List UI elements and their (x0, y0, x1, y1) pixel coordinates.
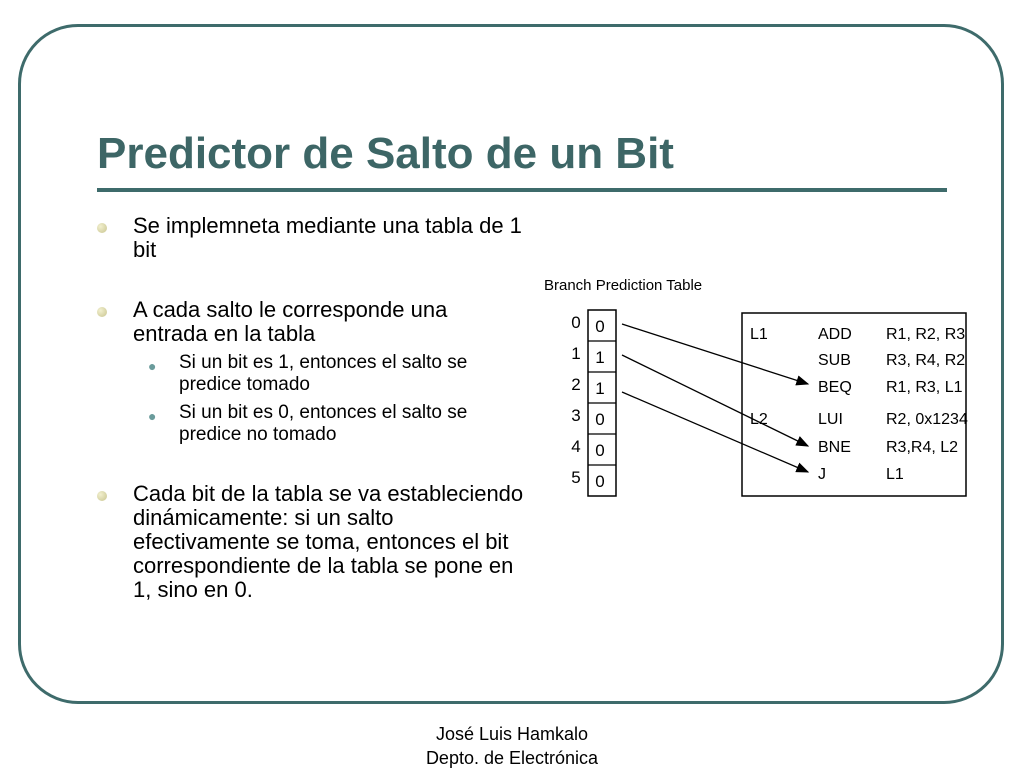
bullet-dot-icon (97, 491, 107, 501)
arrow-to-beq (622, 324, 808, 384)
sub-bullet-item (95, 402, 525, 446)
title-underline (97, 188, 947, 192)
index-column (571, 313, 580, 487)
bullet-dot-icon (97, 223, 107, 233)
slide-title: Predictor de Salto de un Bit (97, 129, 674, 178)
sub-bullet-text: Si un bit es 0, entonces el salto se predice no tomado (179, 402, 468, 445)
code-op: SUB (818, 352, 851, 369)
code-args: R3,R4, L2 (886, 439, 959, 456)
bullet-text: Cada bit de la tabla se va estableciendo dinámicamente: si un salto efectivamente se toma, entonces el bit correspondiente de la tabla se pone en 1, sino en 0. (133, 481, 524, 602)
bullet-dot-icon (97, 307, 107, 317)
bullet-item (95, 482, 525, 602)
sub-bullet-dot-icon: ● (148, 408, 157, 424)
code-op: LUI (818, 411, 843, 428)
code-args: R1, R2, R3 (886, 326, 966, 343)
bit-cell: 1 (595, 348, 605, 367)
bullet-list (95, 214, 525, 602)
code-args: L1 (886, 466, 904, 483)
bit-table (588, 310, 616, 496)
footer-author: José Luis Hamkalo (435, 724, 589, 744)
bit-cell: 0 (595, 472, 605, 491)
table-title: Branch Prediction Table (544, 277, 703, 294)
code-op: BNE (818, 439, 851, 456)
table-index: 1 (571, 344, 581, 363)
sub-bullet-dot-icon: ● (148, 358, 157, 374)
code-label: L1 (750, 326, 768, 343)
bit-cell: 1 (595, 379, 605, 398)
footer-department: Depto. de Electrónica (425, 748, 599, 768)
bullet-item (95, 214, 525, 262)
table-index: 3 (571, 406, 581, 425)
sub-bullet-item (95, 352, 525, 396)
code-args: R2, 0x1234 (886, 411, 968, 428)
bit-cell: 0 (595, 410, 605, 429)
bullet-text: Se implemneta mediante una tabla de 1 bit (133, 213, 522, 262)
code-args: R3, R4, R2 (886, 352, 966, 369)
bit-cell: 0 (595, 441, 605, 460)
sub-bullet-text: Si un bit es 1, entonces el salto se predice tomado (179, 352, 468, 395)
code-op: BEQ (818, 379, 852, 396)
table-index: 4 (571, 437, 581, 456)
bullet-item (95, 298, 525, 346)
bit-cell: 0 (595, 317, 605, 336)
table-index: 0 (571, 313, 581, 332)
code-listing (742, 313, 968, 496)
code-args: R1, R3, L1 (886, 379, 963, 396)
table-index: 5 (571, 468, 581, 487)
bullet-text: A cada salto le corresponde una entrada en la tabla (133, 297, 448, 346)
table-index: 2 (571, 375, 581, 394)
branch-prediction-diagram (540, 268, 980, 508)
code-op: ADD (818, 326, 852, 343)
mapping-arrows (622, 324, 808, 472)
code-op: J (818, 466, 826, 483)
code-label: L2 (750, 411, 768, 428)
